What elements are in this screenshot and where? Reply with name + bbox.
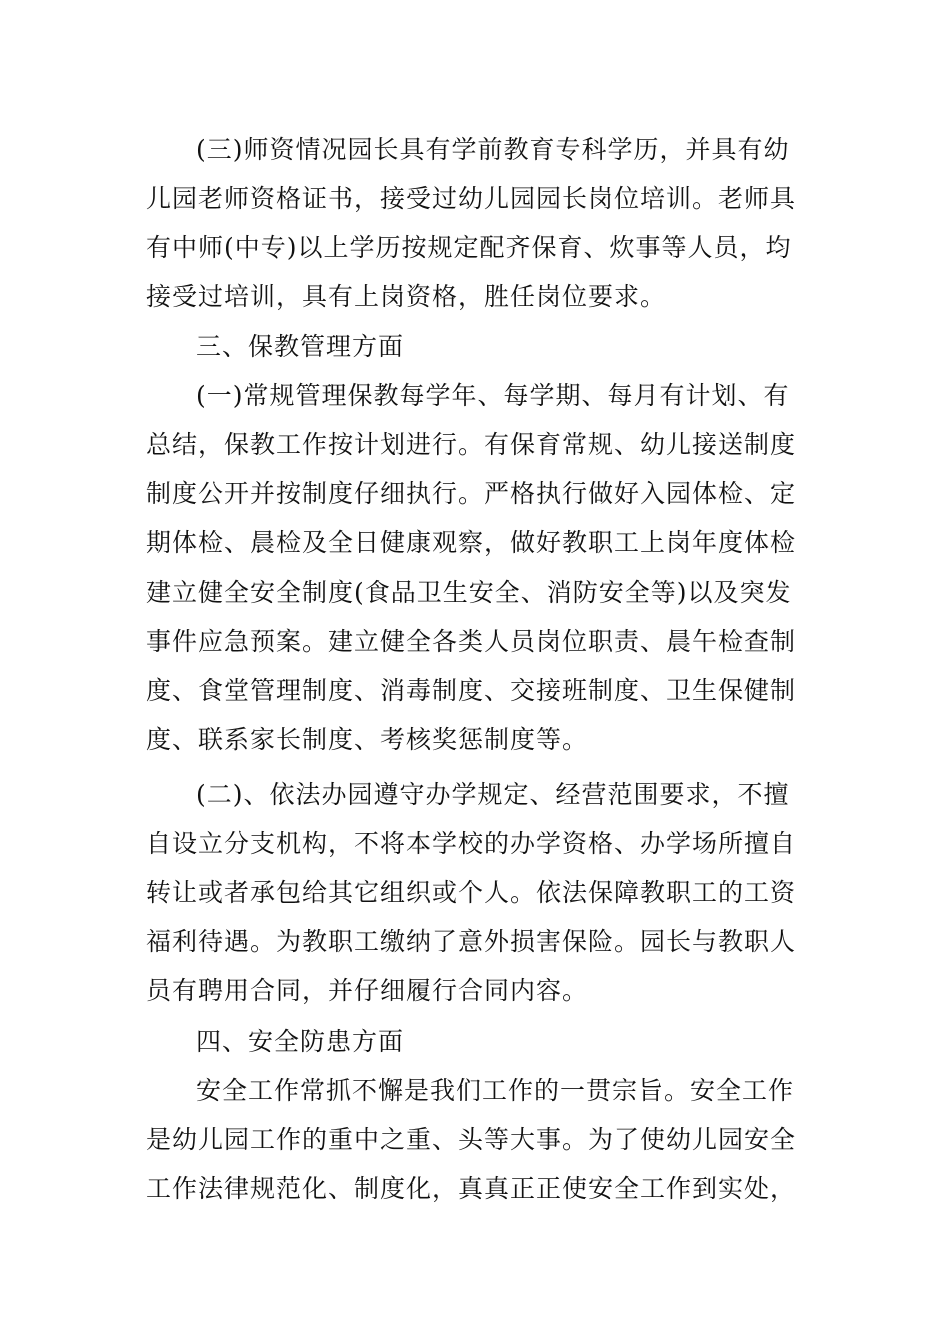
- paragraph-line: 工作法律规范化、制度化，真真正正使安全工作到实处，: [146, 1174, 797, 1203]
- paragraph-line: 接受过培训，具有上岗资格，胜任岗位要求。: [146, 282, 667, 311]
- paragraph-line: 建立健全安全制度(食品卫生安全、消防安全等)以及突发: [146, 578, 792, 607]
- paragraph-line: 员有聘用合同，并仔细履行合同内容。: [146, 976, 589, 1005]
- paragraph-line: 期体检、晨检及全日健康观察，做好教职工上岗年度体检: [146, 528, 797, 557]
- paragraph-line: 度、食堂管理制度、消毒制度、交接班制度、卫生保健制: [146, 676, 797, 705]
- section-heading: 四、安全防患方面: [196, 1027, 405, 1056]
- paragraph-line: 安全工作常抓不懈是我们工作的一贯宗旨。安全工作: [196, 1076, 795, 1105]
- paragraph-line: (一)常规管理保教每学年、每学期、每月有计划、有: [196, 381, 790, 410]
- paragraph-line: 有中师(中专)以上学历按规定配齐保育、炊事等人员，均: [146, 233, 792, 262]
- paragraph-line: 制度公开并按制度仔细执行。严格执行做好入园体检、定: [146, 479, 797, 508]
- paragraph-line: (二)、依法办园遵守办学规定、经营范围要求，不擅: [196, 780, 790, 809]
- section-heading: 三、保教管理方面: [196, 332, 405, 361]
- paragraph-line: 总结，保教工作按计划进行。有保育常规、幼儿接送制度: [146, 430, 797, 459]
- paragraph-line: (三)师资情况园长具有学前教育专科学历，并具有幼: [196, 135, 790, 164]
- paragraph-line: 转让或者承包给其它组织或个人。依法保障教职工的工资: [146, 878, 797, 907]
- paragraph-line: 度、联系家长制度、考核奖惩制度等。: [146, 725, 589, 754]
- paragraph-line: 福利待遇。为教职工缴纳了意外损害保险。园长与教职人: [146, 927, 797, 956]
- paragraph-line: 自设立分支机构，不将本学校的办学资格、办学场所擅自: [146, 829, 797, 858]
- paragraph-line: 儿园老师资格证书，接受过幼儿园园长岗位培训。老师具: [146, 184, 797, 213]
- paragraph-line: 事件应急预案。建立健全各类人员岗位职责、晨午检查制: [146, 627, 797, 656]
- paragraph-line: 是幼儿园工作的重中之重、头等大事。为了使幼儿园安全: [146, 1125, 797, 1154]
